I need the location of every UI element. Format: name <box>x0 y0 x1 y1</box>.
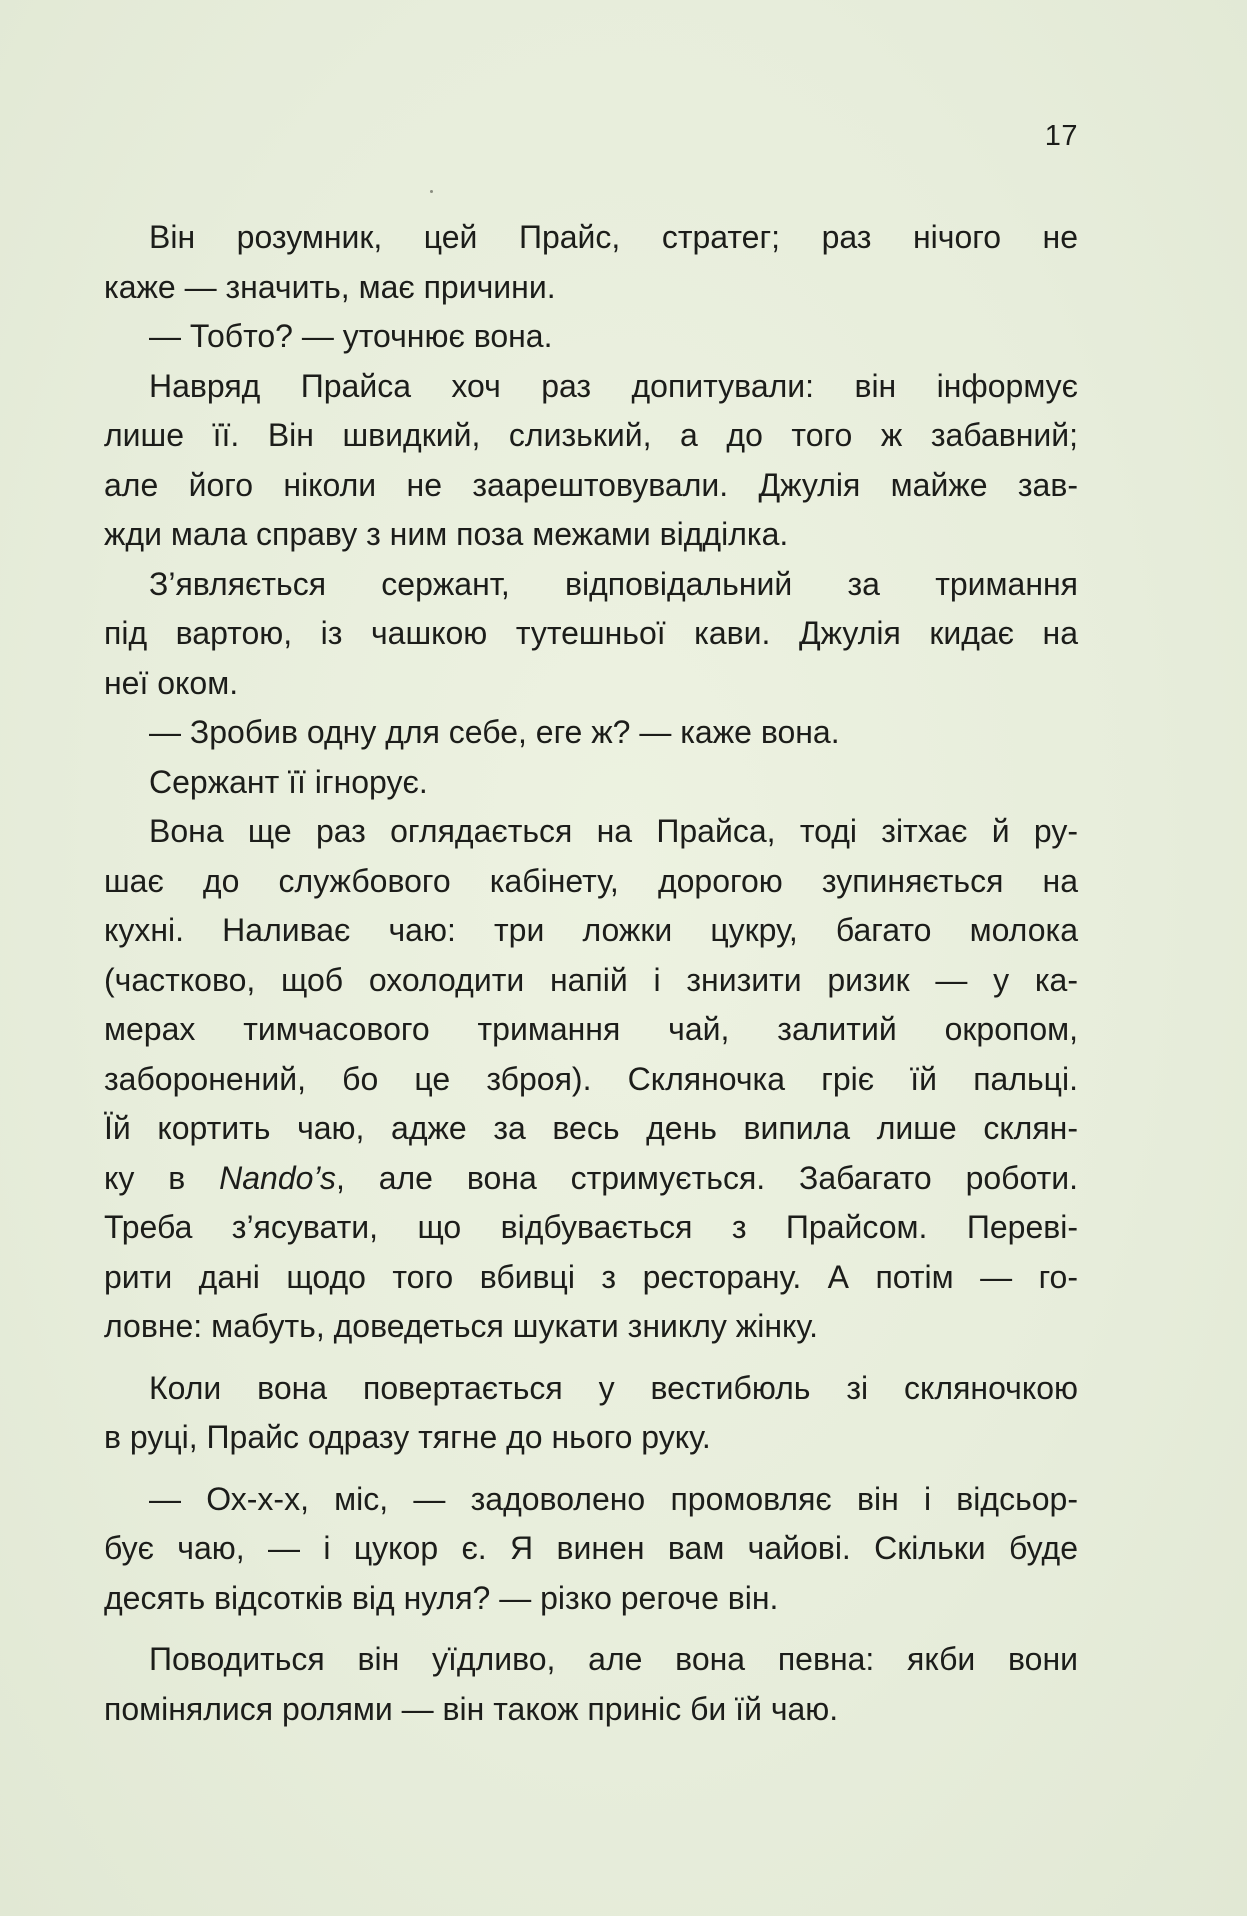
paragraph <box>104 560 1078 709</box>
text-line: десять відсотків від нуля? — різко регоче він. <box>104 1579 779 1616</box>
text-line: але його ніколи не заарештовували. Джулія майже зав- <box>104 466 1078 503</box>
paragraph <box>104 1364 1078 1463</box>
page-number: 17 <box>1044 120 1078 152</box>
text-line: Поводиться він уїдливо, але вона певна: якби вони <box>149 1641 1078 1677</box>
text-line: Навряд Прайса хоч раз допитували: він інформує <box>149 367 1078 404</box>
paper-speck <box>430 190 433 193</box>
text-line: — Ох-х-х, міс, — задоволено промовляє він і відсьор- <box>149 1480 1078 1517</box>
text-line: Сержант її ігнорує. <box>149 763 428 800</box>
text-line: під вартою, із чашкою тутешньої кави. Джулія кидає на <box>104 615 1078 651</box>
text-line: ловне: мабуть, доведеться шукати зниклу жінку. <box>104 1308 819 1344</box>
text-line: Він розумник, цей Прайс, стратег; раз нічого не <box>149 219 1078 255</box>
paragraph <box>104 807 1078 1352</box>
text-line: бує чаю, — і цукор є. Я винен вам чайові. Скільки буде <box>104 1530 1078 1566</box>
text-line: мерах тимчасового тримання чай, залитий окропом, <box>104 1011 1078 1047</box>
text-line: рити дані щодо того вбивці з ресторану. А потім — го- <box>104 1258 1078 1295</box>
text-line: (частково, щоб охолодити напій і знизити ризик — у ка- <box>104 961 1078 998</box>
body-text <box>104 213 1078 1734</box>
text-line: Коли вона повертається у вестибюль зі скляночкою <box>149 1369 1078 1406</box>
text-line: каже — значить, має причини. <box>104 268 556 305</box>
text-line: З’являється сержант, відповідальний за тримання <box>149 565 1078 602</box>
text-line: в руці, Прайс одразу тягне до нього руку. <box>104 1419 711 1455</box>
text-line: Вона ще раз оглядається на Прайса, тоді зітхає й ру- <box>149 813 1078 849</box>
paragraph <box>104 312 1078 362</box>
text-line: — Тобто? — уточнює вона. <box>149 318 553 354</box>
text-line: помінялися ролями — він також приніс би їй чаю. <box>104 1690 839 1727</box>
text-fragment: ку в <box>104 1159 220 1196</box>
paragraph <box>104 758 1078 808</box>
text-line <box>104 1154 1078 1204</box>
paragraph <box>104 708 1078 758</box>
text-line: лише її. Він швидкий, слизький, а до того ж забавний; <box>104 417 1078 453</box>
text-line: Треба з’ясувати, що відбувається з Прайсом. Переві- <box>104 1209 1078 1245</box>
text-line: заборонений, бо це зброя). Скляночка гріє їй пальці. <box>104 1060 1078 1097</box>
italic-restaurant-name: Nando’s <box>219 1159 336 1196</box>
paragraph <box>104 1475 1078 1624</box>
text-line: шає до службового кабінету, дорогою зупиняється на <box>104 862 1078 899</box>
text-line: жди мала справу з ним поза межами відділка. <box>104 516 789 552</box>
paragraph <box>104 362 1078 560</box>
text-line: неї оком. <box>104 664 239 701</box>
paragraph <box>104 213 1078 312</box>
paragraph <box>104 1635 1078 1734</box>
text-line: — Зробив одну для себе, еге ж? — каже вона. <box>149 714 840 750</box>
text-line: кухні. Наливає чаю: три ложки цукру, багато молока <box>104 912 1078 948</box>
text-fragment: , але вона стримується. Забагато роботи. <box>335 1159 1079 1196</box>
text-line: Їй кортить чаю, адже за весь день випила лише склян- <box>104 1110 1078 1146</box>
